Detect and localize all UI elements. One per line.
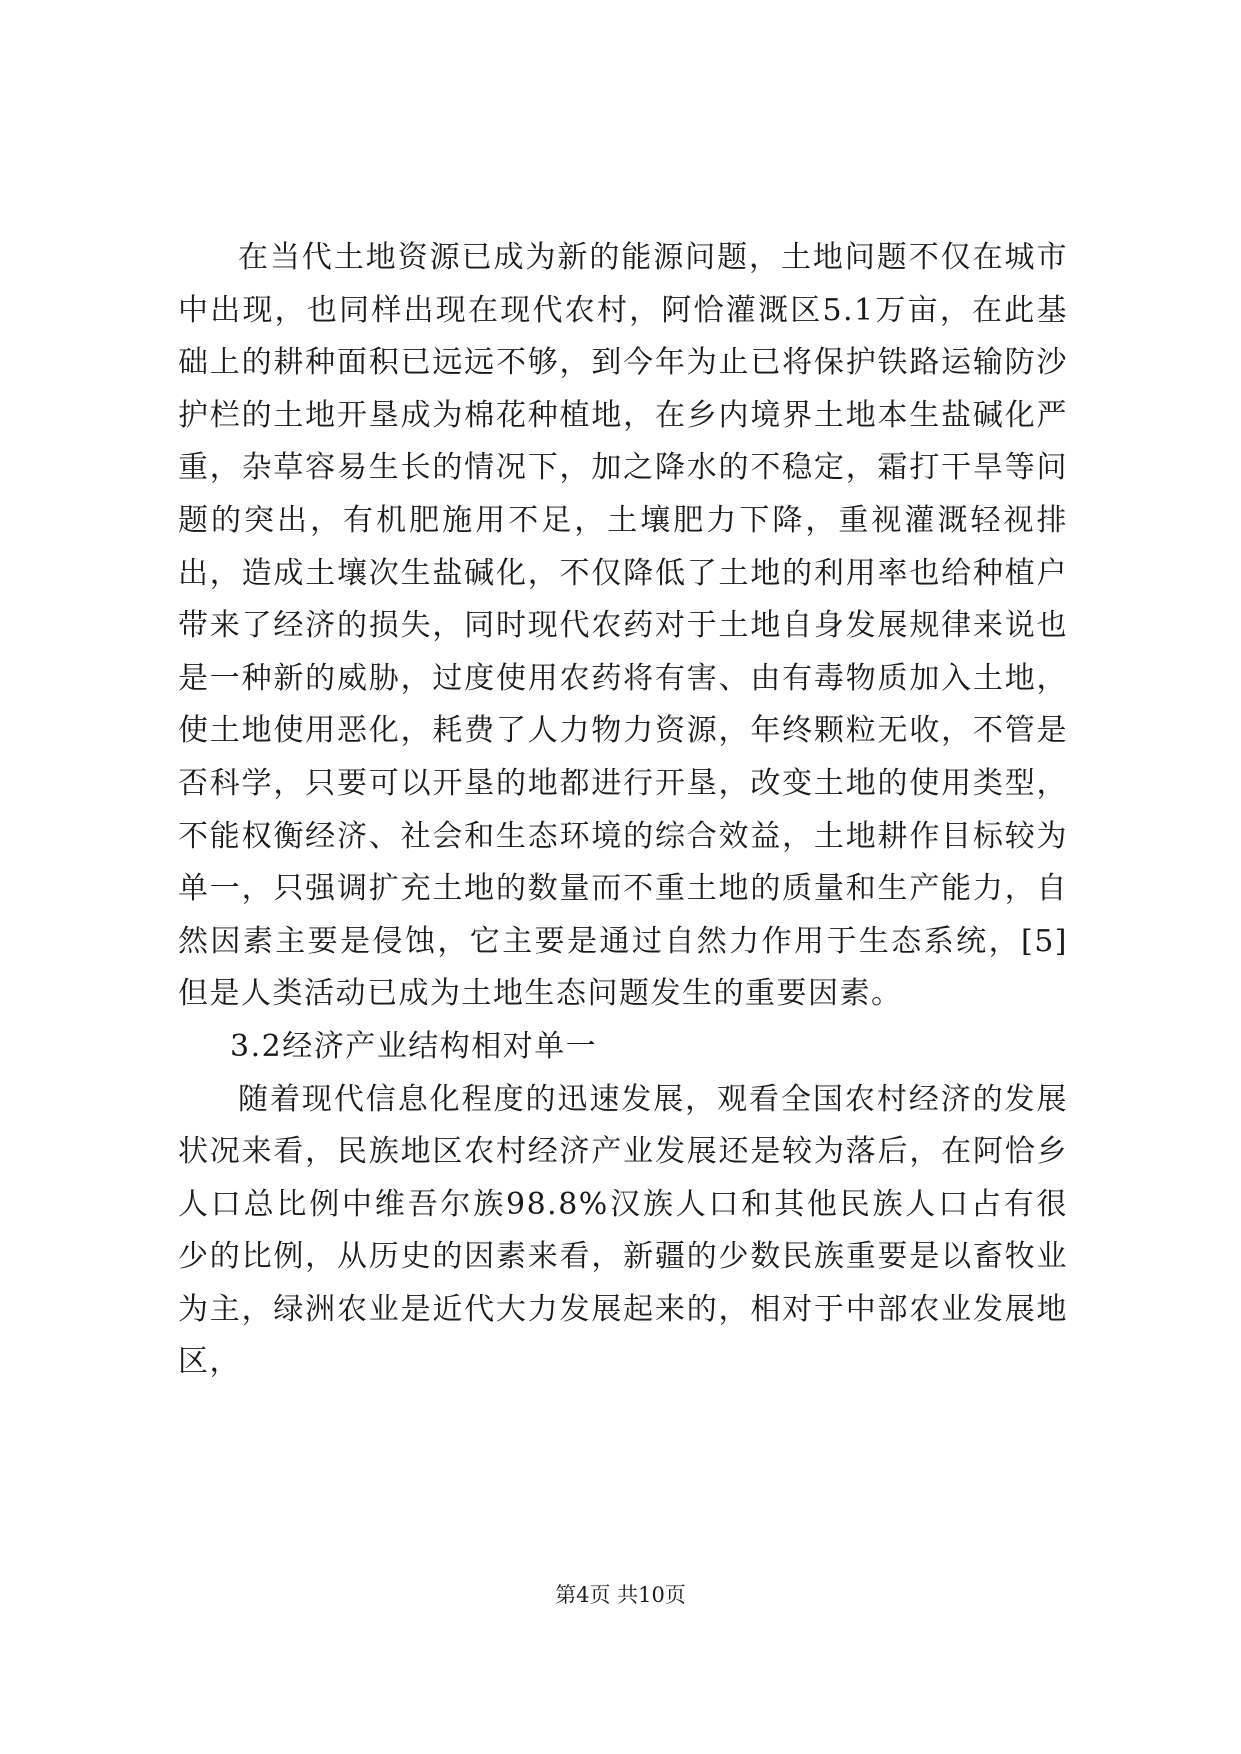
body-paragraph-economic-structure: 随着现代信息化程度的迅速发展，观看全国农村经济的发展状况来看，民族地区农村经济产业发展还是较为落后，在阿恰乡人口总比例中维吾尔族98.8%汉族人口和其他民族人口占有很少的比例，从历史的因素来看，新疆的少数民族重要是以畜牧业为主，绿洲农业是近代大力发展起来的，相对于中部农业发展地区， xyxy=(178,1081,1068,1380)
document-body xyxy=(178,232,1068,1389)
section-heading-3-2: 3.2经济产业结构相对单一 xyxy=(230,1028,598,1064)
page-number-footer: 第4页 共10页 xyxy=(555,1583,686,1607)
body-paragraph-land-issues: 在当代土地资源已成为新的能源问题，土地问题不仅在城市中出现，也同样出现在现代农村，阿恰灌溉区5.1万亩，在此基础上的耕种面积已远远不够，到今年为止已将保护铁路运输防沙护栏的土地开垦成为棉花种植地，在乡内境界土地本生盐碱化严重，杂草容易生长的情况下，加之降水的不稳定，霜打干旱等问题的突出，有机肥施用不足，土壤肥力下降，重视灌溉轻视排出，造成土壤次生盐碱化，不仅降低了土地的利用率也给种植户带来了经济的损失，同时现代农药对于土地自身发展规律来说也是一种新的威胁，过度使用农药将有害、由有毒物质加入土地，使土地使用恶化，耗费了人力物力资源，年终颗粒无收，不管是否科学，只要可以开垦的地都进行开垦，改变土地的使用类型，不能权衡经济、社会和生态环境的综合效益，土地耕作目标较为单一，只强调扩充土地的数量而不重土地的质量和生产能力，自然因素主要是侵蚀，它主要是通过自然力作用于生态系统，[5]但是人类活动已成为土地生态问题发生的重要因素。 xyxy=(178,240,1068,1012)
